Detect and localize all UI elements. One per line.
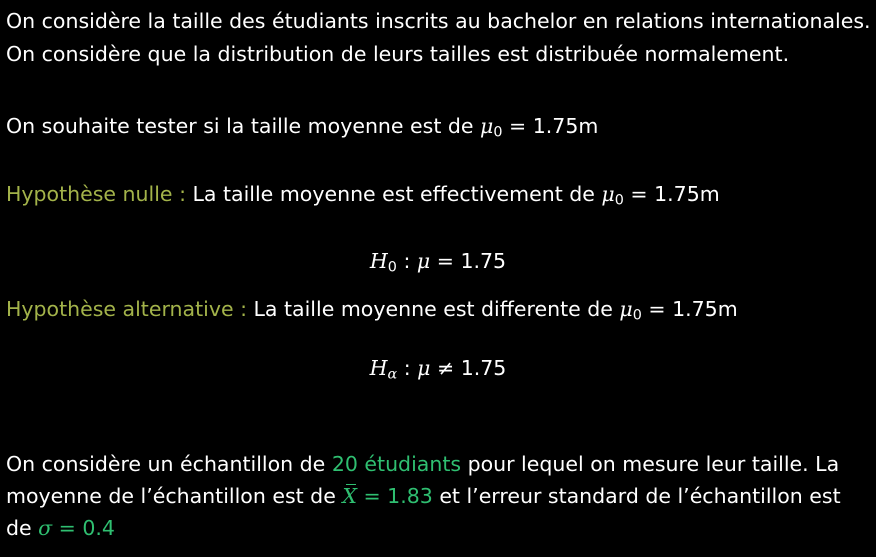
h-subscript: 0 <box>387 259 397 276</box>
equals-sign: = <box>641 297 673 321</box>
mu-symbol: μ <box>417 356 431 380</box>
intro-text-1: On considère la taille des étudiants inscrits au bachelor en relations internationales. <box>6 9 871 33</box>
null-hypothesis-separator: : <box>172 182 193 206</box>
equals-sign: = <box>623 182 655 206</box>
test-value: 1.75m <box>532 114 599 138</box>
alt-hypothesis-formula <box>0 354 876 382</box>
sample-prefix: On considère un échantillon de <box>6 452 332 476</box>
sample-line-2 <box>6 482 841 510</box>
alt-hypothesis-value: 1.75m <box>672 297 738 321</box>
sample-mean-suffix: et l’erreur standard de l’échantillon est <box>432 484 841 508</box>
operator: = <box>430 249 461 273</box>
h-subscript: α <box>387 366 398 383</box>
null-hypothesis-label: Hypothèse nulle <box>6 182 173 206</box>
sample-line-3 <box>6 514 115 542</box>
alt-hypothesis-line <box>6 295 738 323</box>
mu-subscript: 0 <box>614 192 624 209</box>
null-hypothesis-formula <box>0 247 876 275</box>
sample-size-highlight: 20 étudiants <box>331 452 462 476</box>
intro-line-1 <box>6 7 871 35</box>
mu-symbol: μ <box>601 182 615 206</box>
xbar-value: = 1.83 <box>356 484 433 508</box>
colon: : <box>396 249 417 273</box>
null-hypothesis-value: 1.75m <box>654 182 720 206</box>
test-statement <box>6 112 598 140</box>
intro-line-2 <box>6 40 789 68</box>
colon: : <box>397 356 418 380</box>
sample-line-1 <box>6 450 839 478</box>
mu-subscript: 0 <box>632 307 642 324</box>
mu-symbol: μ <box>480 114 494 138</box>
mu-subscript: 0 <box>493 124 503 141</box>
sigma-value: = 0.4 <box>52 516 115 540</box>
h-symbol: H <box>369 356 388 380</box>
sigma-prefix: de <box>6 516 39 540</box>
mu-symbol: μ <box>416 249 431 273</box>
operator: ≠ <box>430 356 461 380</box>
null-hypothesis-text: La taille moyenne est effectivement de <box>192 182 602 206</box>
h-symbol: H <box>369 249 388 273</box>
alt-hypothesis-text: La taille moyenne est differente de <box>253 297 620 321</box>
test-prefix: On souhaite tester si la taille moyenne est de <box>6 114 481 138</box>
formula-value: 1.75 <box>460 249 507 273</box>
sample-mean-prefix: moyenne de l’échantillon est de <box>6 484 343 508</box>
sigma-symbol: σ <box>38 516 53 540</box>
alt-hypothesis-separator: : <box>233 297 254 321</box>
sample-suffix: pour lequel on mesure leur taille. La <box>461 452 840 476</box>
equals-sign: = <box>502 114 533 138</box>
formula-value: 1.75 <box>460 356 507 380</box>
mu-symbol: μ <box>619 297 633 321</box>
intro-text-2: On considère que la distribution de leurs tailles est distribuée normalement. <box>6 42 790 66</box>
alt-hypothesis-label: Hypothèse alternative <box>6 297 234 321</box>
null-hypothesis-line <box>6 180 720 208</box>
xbar-symbol: X <box>342 484 357 508</box>
